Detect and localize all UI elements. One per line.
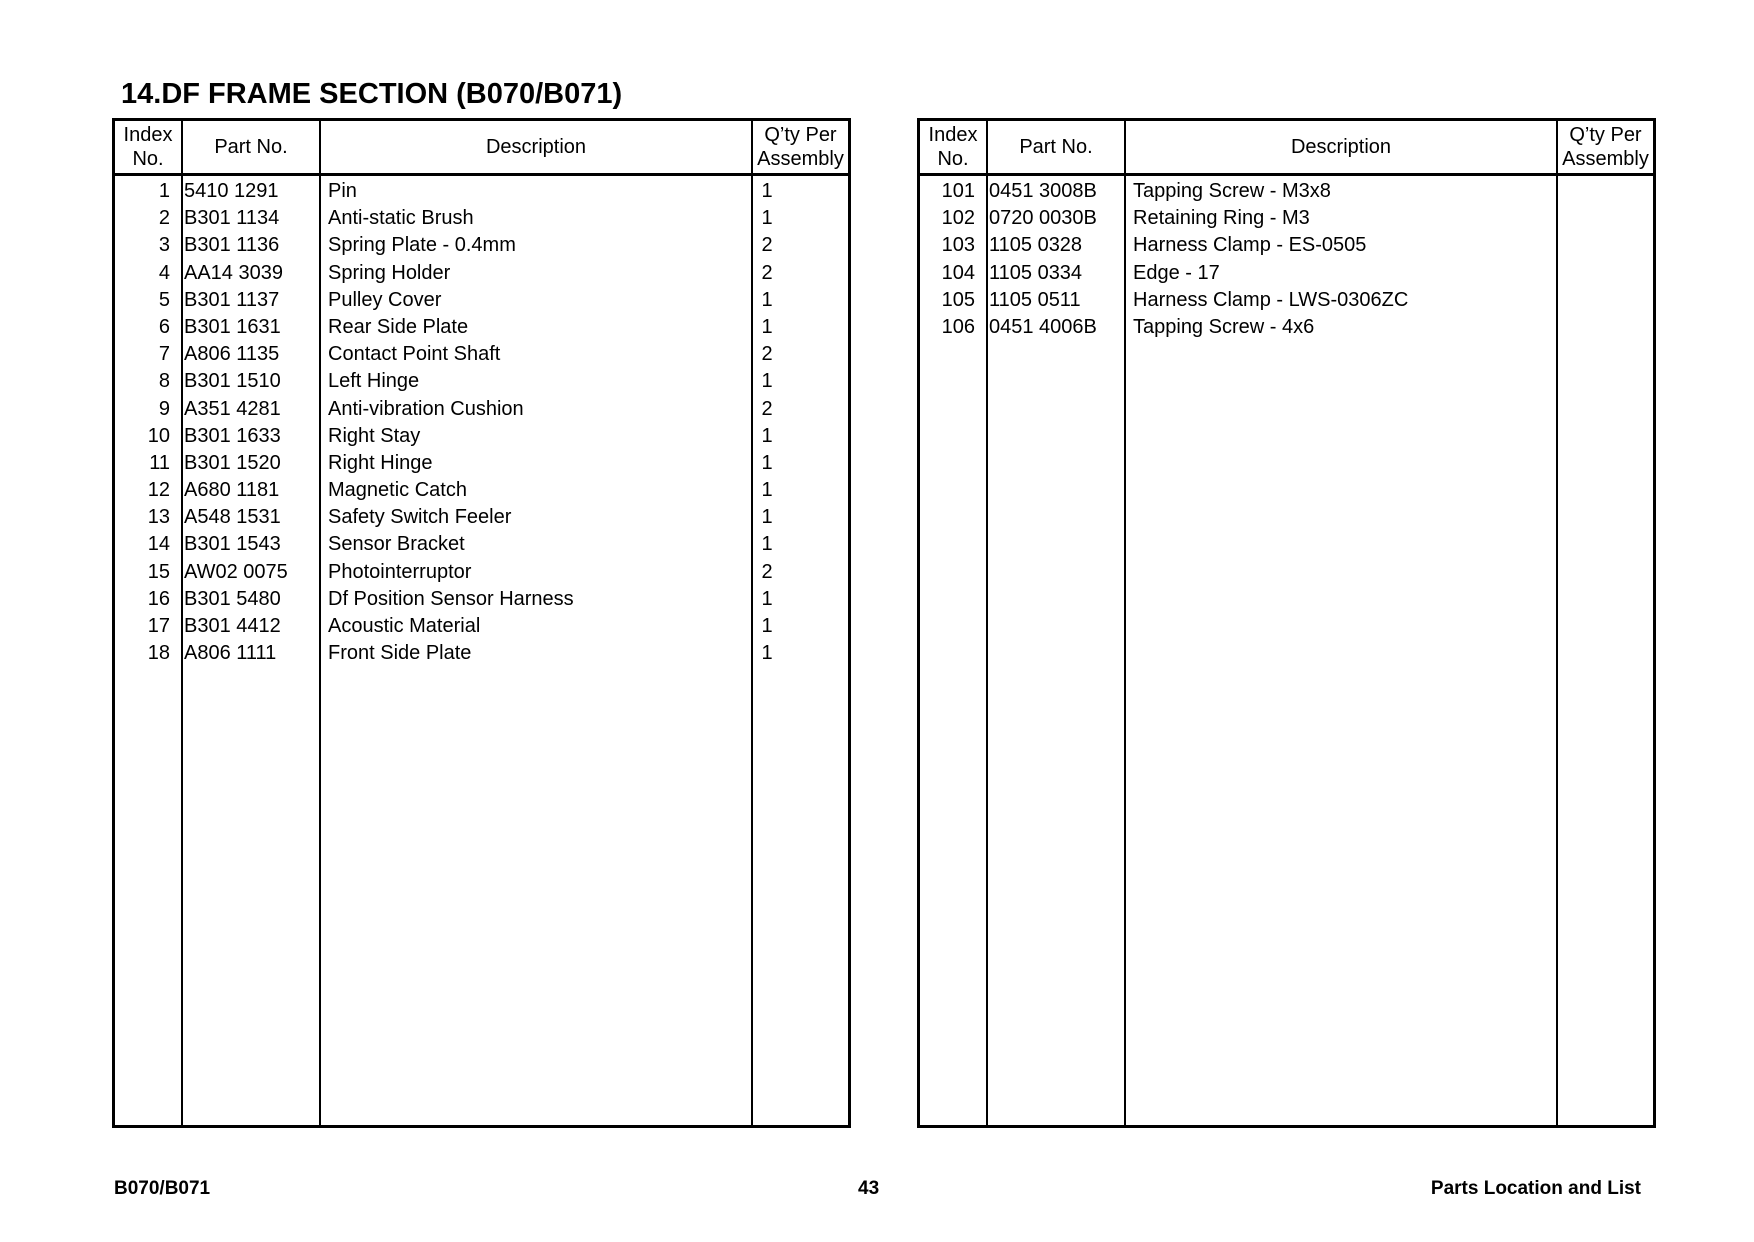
part-number-cell: B301 1137 <box>184 288 280 311</box>
part-number-cell: A548 1531 <box>184 506 281 529</box>
quantity-cell: 1 <box>761 288 773 311</box>
table-row <box>115 368 848 395</box>
table-row <box>920 232 1653 259</box>
part-number-cell: A351 4281 <box>184 397 281 420</box>
description-cell: Right Stay <box>328 424 421 447</box>
index-cell: 101 <box>941 180 975 202</box>
part-number-cell: B301 1510 <box>184 370 281 393</box>
part-number-cell: B301 1520 <box>184 451 281 474</box>
index-cell: 12 <box>147 479 170 502</box>
index-cell: 18 <box>147 642 170 665</box>
part-number-cell: 0451 4006B <box>989 315 1097 338</box>
index-cell: 13 <box>147 506 170 529</box>
header-rule <box>115 173 848 176</box>
description-cell: Sensor Bracket <box>328 533 465 556</box>
description-cell: Spring Holder <box>328 261 451 284</box>
index-cell: 17 <box>147 615 170 637</box>
description-cell: Photointerruptor <box>328 560 472 583</box>
table-row <box>920 287 1653 314</box>
index-cell: 14 <box>147 533 170 556</box>
description-cell: Magnetic Catch <box>328 479 467 502</box>
part-number-cell: 0451 3008B <box>989 180 1097 202</box>
table-row <box>115 450 848 477</box>
table-body-left <box>115 178 848 667</box>
header-part-no: Part No. <box>1019 136 1093 158</box>
description-cell: Spring Plate - 0.4mm <box>328 234 516 257</box>
index-cell: 2 <box>158 207 170 230</box>
quantity-cell: 2 <box>761 343 773 366</box>
description-cell: Harness Clamp - LWS-0306ZC <box>1133 288 1409 311</box>
description-cell: Left Hinge <box>328 370 420 393</box>
index-cell: 102 <box>941 207 975 230</box>
part-number-cell: A806 1111 <box>184 642 277 665</box>
quantity-cell: 2 <box>761 234 773 257</box>
description-cell: Tapping Screw - M3x8 <box>1133 180 1331 202</box>
index-cell: 105 <box>941 288 975 311</box>
index-cell: 11 <box>149 451 170 474</box>
description-cell: Acoustic Material <box>328 615 481 637</box>
part-number-cell: B301 4412 <box>184 615 281 637</box>
table-row <box>115 205 848 232</box>
quantity-cell: 1 <box>761 451 773 474</box>
header-rule <box>920 173 1653 176</box>
description-cell: Harness Clamp - ES-0505 <box>1133 234 1367 257</box>
header-qty: Q’ty Per Assembly <box>1562 124 1649 170</box>
description-cell: Pin <box>328 180 357 202</box>
index-cell: 106 <box>941 315 975 338</box>
description-cell: Safety Switch Feeler <box>328 506 512 529</box>
index-cell: 10 <box>147 424 170 447</box>
index-cell: 16 <box>147 587 170 610</box>
table-row <box>115 640 848 667</box>
description-cell: Anti-vibration Cushion <box>328 397 524 420</box>
part-number-cell: AW02 0075 <box>184 560 288 583</box>
index-cell: 6 <box>158 315 170 338</box>
index-cell: 15 <box>147 560 170 583</box>
part-number-cell: B301 1631 <box>184 315 281 338</box>
part-number-cell: 1105 0328 <box>989 234 1083 257</box>
part-number-cell: B301 1633 <box>184 424 281 447</box>
description-cell: Contact Point Shaft <box>328 343 501 366</box>
description-cell: Rear Side Plate <box>328 315 469 338</box>
table-row <box>115 260 848 287</box>
parts-table-left <box>112 118 851 1128</box>
table-row <box>115 504 848 531</box>
table-row <box>920 178 1653 205</box>
quantity-cell: 1 <box>761 587 773 610</box>
footer-section-title: Parts Location and List <box>1430 1178 1641 1199</box>
table-row <box>115 531 848 558</box>
part-number-cell: B301 1543 <box>184 533 281 556</box>
part-number-cell: 0720 0030B <box>989 207 1097 230</box>
index-cell: 7 <box>158 343 170 366</box>
quantity-cell: 1 <box>761 615 773 637</box>
index-cell: 8 <box>158 370 170 393</box>
quantity-cell: 2 <box>761 261 773 284</box>
index-cell: 9 <box>158 397 170 420</box>
quantity-cell: 1 <box>761 506 773 529</box>
index-cell: 103 <box>941 234 975 257</box>
description-cell: Right Hinge <box>328 451 433 474</box>
quantity-cell: 1 <box>761 315 773 338</box>
quantity-cell: 1 <box>761 180 773 202</box>
table-row <box>115 586 848 613</box>
description-cell: Df Position Sensor Harness <box>328 587 574 610</box>
part-number-cell: 1105 0511 <box>989 288 1081 311</box>
table-row <box>920 260 1653 287</box>
table-row <box>115 287 848 314</box>
part-number-cell: A680 1181 <box>184 479 280 502</box>
quantity-cell: 1 <box>761 370 773 393</box>
quantity-cell: 1 <box>761 642 773 665</box>
header-part-no: Part No. <box>214 136 288 158</box>
description-cell: Pulley Cover <box>328 288 442 311</box>
part-number-cell: AA14 3039 <box>184 261 283 284</box>
table-row <box>115 477 848 504</box>
quantity-cell: 1 <box>761 207 773 230</box>
description-cell: Tapping Screw - 4x6 <box>1133 315 1315 338</box>
quantity-cell: 1 <box>761 479 773 502</box>
index-cell: 1 <box>158 180 170 202</box>
description-cell: Anti-static Brush <box>328 207 474 230</box>
description-cell: Retaining Ring - M3 <box>1133 207 1310 230</box>
header-description: Description <box>485 136 587 158</box>
table-row <box>115 423 848 450</box>
quantity-cell: 2 <box>761 397 773 420</box>
quantity-cell: 2 <box>761 560 773 583</box>
header-description: Description <box>1290 136 1392 158</box>
part-number-cell: 5410 1291 <box>184 180 279 202</box>
part-number-cell: B301 5480 <box>184 587 281 610</box>
table-row <box>115 341 848 368</box>
table-row <box>115 559 848 586</box>
table-row <box>920 314 1653 341</box>
table-row <box>115 613 848 640</box>
footer-model: B070/B071 <box>114 1178 211 1199</box>
description-cell: Front Side Plate <box>328 642 472 665</box>
quantity-cell: 1 <box>761 424 773 447</box>
index-cell: 3 <box>158 234 170 257</box>
header-qty: Q’ty Per Assembly <box>757 124 844 170</box>
table-row <box>115 396 848 423</box>
parts-table-right <box>917 118 1656 1128</box>
part-number-cell: B301 1134 <box>184 207 280 230</box>
part-number-cell: A806 1135 <box>184 343 280 366</box>
quantity-cell: 1 <box>761 533 773 556</box>
table-row <box>115 314 848 341</box>
index-cell: 104 <box>941 261 975 284</box>
header-index: Index No. <box>123 124 173 170</box>
index-cell: 4 <box>158 261 170 284</box>
footer-page-number: 43 <box>858 1178 880 1199</box>
table-row <box>920 205 1653 232</box>
description-cell: Edge - 17 <box>1133 261 1220 284</box>
table-row <box>115 232 848 259</box>
part-number-cell: B301 1136 <box>184 234 280 257</box>
index-cell: 5 <box>158 288 170 311</box>
header-index: Index No. <box>928 124 978 170</box>
part-number-cell: 1105 0334 <box>989 261 1083 284</box>
table-row <box>115 178 848 205</box>
table-body-right <box>920 178 1653 341</box>
page-title: 14.DF FRAME SECTION (B070/B071) <box>121 78 623 110</box>
